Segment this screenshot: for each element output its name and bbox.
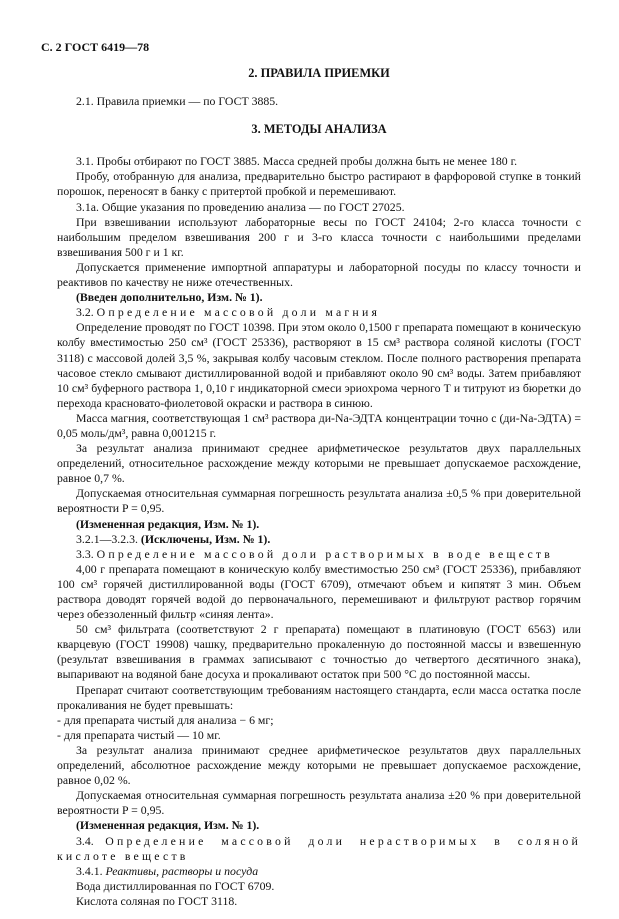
note-added: (Введен дополнительно, Изм. № 1). <box>76 290 263 305</box>
heading-3-4-1-title: Реактивы, растворы и посуда <box>105 863 259 878</box>
paragraph-3-1b: Пробу, отобранную для анализа, предварительно быстро растирают в фарфоровой ступке в тонкий порошок, переносят в банку с притертой пробкой и перемешивают. <box>57 169 581 199</box>
heading-3-4-title: Определение массовой доли нерастворимых в соляной кислоте веществ <box>57 833 581 863</box>
paragraph-3-4-1-a: Вода дистиллированная по ГОСТ 6709. <box>76 878 275 893</box>
paragraph-3-2-1-note: (Исключены, Изм. № 1). <box>140 531 271 546</box>
paragraph-3-3-d: За результат анализа принимают среднее арифметическое результатов двух параллельных определений, абсолютное расхождение между которыми не превышает допускаемое расхождение, равное 0,02 %. <box>57 742 581 788</box>
heading-3-2-num: 3.2. <box>76 305 94 320</box>
list-item-1: - для препарата чистый для анализа − 6 мг; <box>57 712 274 727</box>
heading-3-3-num: 3.3. <box>76 546 94 561</box>
paragraph-3-3-b: 50 см³ фильтрата (соответствуют 2 г препарата) помещают в платиновую (ГОСТ 6563) или кварцевую (ГОСТ 19908) чашку, предварительно прокаленную до постоянной массы и взвешенную (результат взвешивания в граммах записывают с точностью до четвертого десятичного знака), выпаривают на водяной бане досуха и прокаливают остаток при 500 °С до постоянной массы. <box>57 622 581 682</box>
paragraph-3-1a-b: При взвешивании используют лабораторные весы по ГОСТ 24104; 2-го класса точности с наибольшим пределом взвешивания 200 г и 3-го класса точности с наибольшими пределами взвешивания 500 г и 1 кг. <box>57 214 581 259</box>
heading-3-3-title: Определение массовой доли растворимых в воде веществ <box>96 546 554 561</box>
paragraph-3-2-d: Допускаемая относительная суммарная погрешность результата анализа ±0,5 % при доверительной вероятности P = 0,95. <box>57 486 581 516</box>
paragraph-3-2-a: Определение проводят по ГОСТ 10398. При этом около 0,1500 г препарата помещают в коническую колбу вместимостью 250 см³ (ГОСТ 25336), растворяют в 15 см³ раствора соляной кислоты (ГОСТ 3118) с массовой долей 3,5 %, закрывая колбу часовым стеклом. После полного растворения препарата часовое стекло смывают дистиллированной водой и прибавляют около 90 см³ воды. Затем прибавляют 10 см³ буферного раствора 1, 0,10 г индикаторной смеси эриохрома черного Т и титруют из бюретки до перехода красновато-фиолетовой окраски и раствора в синюю. <box>57 320 581 410</box>
paragraph-3-3-e: Допускаемая относительная суммарная погрешность результата анализа ±20 % при доверительной вероятности P = 0,95. <box>57 788 581 818</box>
paragraph-3-2-1 <box>57 532 581 547</box>
paragraph-3-2-1-num: 3.2.1—3.2.3. <box>76 531 138 546</box>
heading-3-2-title: Определение массовой доли магния <box>96 305 381 320</box>
page-header: С. 2 ГОСТ 6419—78 <box>41 40 150 54</box>
heading-3-4-1 <box>57 864 581 879</box>
document-body <box>57 66 581 909</box>
heading-3-4 <box>57 834 581 864</box>
paragraph-3-3-c: Препарат считают соответствующим требованиям настоящего стандарта, если масса остатка после прокаливания не будет превышать: <box>57 682 581 712</box>
paragraph-3-1: 3.1. Пробы отбирают по ГОСТ 3885. Масса средней пробы должна быть не менее 180 г. <box>76 154 518 169</box>
section-2-title: 2. ПРАВИЛА ПРИЕМКИ <box>248 66 390 80</box>
heading-3-3 <box>57 547 581 562</box>
paragraph-3-1a: 3.1а. Общие указания по проведению анализа — по ГОСТ 27025. <box>76 199 405 214</box>
paragraph-3-3-a: 4,00 г препарата помещают в коническую колбу вместимостью 250 см³ (ГОСТ 25336), прибавляют 100 см³ горячей дистиллированной воды (ГОСТ 6709), отмечают объем и кипятят 3 мин. Объем раствора доводят горячей водой до первоначального, перемешивают и фильтруют раствор горячим через обеззоленный фильтр «синяя лента». <box>57 561 581 622</box>
paragraph-2-1: 2.1. Правила приемки — по ГОСТ 3885. <box>76 94 279 109</box>
paragraph-3-1a-c: Допускается применение импортной аппаратуры и лабораторной посуды по классу точности и реактивов по качеству не ниже отечественных. <box>57 259 581 290</box>
paragraph-3-2-c: За результат анализа принимают среднее арифметическое результатов двух параллельных определений, относительное расхождение между которыми не превышает допускаемое расхождение, равное 0,7 %. <box>57 441 581 486</box>
paragraph-3-4-1-b: Кислота соляная по ГОСТ 3118. <box>76 893 238 908</box>
list-item-2: - для препарата чистый — 10 мг. <box>57 727 221 742</box>
note-changed-1: (Измененная редакция, Изм. № 1). <box>76 516 260 531</box>
heading-3-2 <box>57 305 581 320</box>
section-3-title: 3. МЕТОДЫ АНАЛИЗА <box>251 122 387 137</box>
heading-3-4-num: 3.4. <box>76 833 94 848</box>
note-changed-2: (Измененная редакция, Изм. № 1). <box>76 818 260 833</box>
paragraph-3-2-b: Масса магния, соответствующая 1 см³ раствора ди-Na-ЭДТА концентрации точно c (ди-Na-ЭДТА) = 0,05 моль/дм³, равна 0,001215 г. <box>57 410 581 440</box>
heading-3-4-1-num: 3.4.1. <box>76 863 103 878</box>
